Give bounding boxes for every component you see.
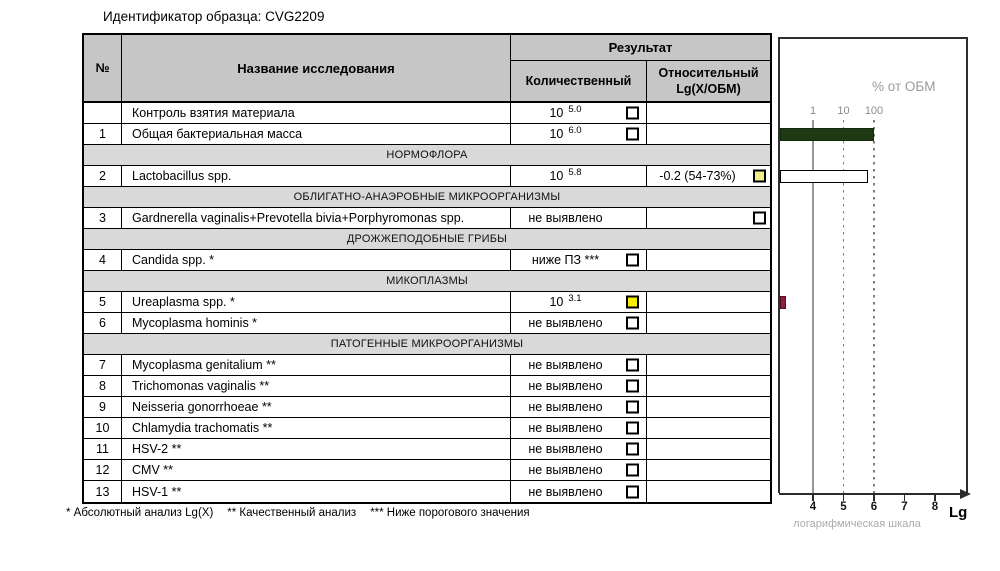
section-label: ПАТОГЕННЫЕ МИКРООРГАНИЗМЫ — [330, 338, 524, 350]
relative-result — [647, 397, 770, 417]
table-row — [84, 313, 770, 334]
relative-result — [647, 418, 770, 438]
section-label: МИКОПЛАЗМЫ — [386, 275, 468, 287]
test-name: Контроль взятия материала — [122, 103, 511, 123]
chart-lg-axis-label: Lg — [949, 504, 968, 521]
quantitative-value: не выявлено — [528, 484, 603, 499]
test-name: Candida spp. * — [122, 250, 511, 270]
column-header-result-group — [511, 35, 770, 101]
test-name: Lactobacillus spp. — [122, 166, 511, 186]
quantitative-value: не выявлено — [528, 442, 603, 456]
chart-bar — [780, 296, 786, 309]
result-checkbox-white[interactable] — [626, 443, 639, 456]
chart-gridline-lg6 — [873, 120, 875, 493]
quantitative-result — [511, 355, 647, 375]
section-label: ОБЛИГАТНО-АНАЭРОБНЫЕ МИКРООРГАНИЗМЫ — [293, 191, 561, 203]
quantitative-result — [511, 313, 647, 333]
quantitative-result — [511, 124, 647, 144]
chart-lg-ticklabel: 8 — [931, 501, 939, 513]
test-name: Ureaplasma spp. * — [122, 292, 511, 312]
row-number: 3 — [84, 208, 122, 228]
sample-identifier: Идентификатор образца: CVG2209 — [103, 9, 325, 24]
quantitative-value: не выявлено — [528, 316, 603, 330]
chart-percent-tick: 1 — [809, 105, 817, 117]
table-section-row — [84, 271, 770, 292]
relative-result — [647, 355, 770, 375]
relative-result — [647, 376, 770, 396]
quantitative-result — [511, 292, 647, 312]
relative-result — [647, 439, 770, 459]
footnote-qualitative-analysis: ** Качественный анализ — [227, 507, 357, 519]
chart-x-axis-arrow-icon — [960, 489, 971, 499]
result-checkbox-white[interactable] — [626, 128, 639, 141]
chart-scale-caption: логарифмическая шкала — [793, 518, 921, 530]
test-name: Chlamydia trachomatis ** — [122, 418, 511, 438]
table-row — [84, 166, 770, 187]
test-name: HSV-1 ** — [122, 481, 511, 502]
quantitative-value: 10 $^{5.0}$ — [549, 104, 582, 120]
result-checkbox-yellow[interactable] — [626, 296, 639, 309]
row-number: 10 — [84, 418, 122, 438]
result-checkbox-white[interactable] — [626, 401, 639, 414]
chart-lg-ticklabel: 5 — [840, 501, 847, 513]
table-row — [84, 355, 770, 376]
table-section-row — [84, 187, 770, 208]
row-number: 5 — [84, 292, 122, 312]
relative-result — [647, 292, 770, 312]
quantitative-value: не выявлено — [528, 421, 603, 435]
column-header-result: Результат — [511, 35, 770, 61]
relative-result — [647, 166, 770, 186]
relative-result — [647, 208, 770, 228]
test-name: CMV ** — [122, 460, 511, 480]
test-name: Mycoplasma genitalium ** — [122, 355, 511, 375]
table-row — [84, 250, 770, 271]
result-checkbox-white[interactable] — [626, 485, 639, 498]
quantitative-result — [511, 250, 647, 270]
chart-lg-ticklabel: 7 — [901, 501, 908, 513]
quantitative-value: не выявлено — [528, 463, 603, 477]
row-number: 6 — [84, 313, 122, 333]
quantitative-value: не выявлено — [528, 211, 603, 225]
relative-result — [647, 103, 770, 123]
quantitative-result — [511, 376, 647, 396]
relative-value: -0.2 (54-73%) — [659, 169, 736, 183]
table-section-row — [84, 145, 770, 166]
row-number: 9 — [84, 397, 122, 417]
quantitative-value: не выявлено — [528, 400, 603, 414]
table-row — [84, 439, 770, 460]
row-number: 12 — [84, 460, 122, 480]
results-table — [82, 33, 772, 504]
table-section-row — [84, 334, 770, 355]
column-header-test-name: Название исследования — [122, 35, 511, 101]
row-number: 1 — [84, 124, 122, 144]
relative-result — [647, 124, 770, 144]
section-label: ДРОЖЖЕПОДОБНЫЕ ГРИБЫ — [346, 233, 508, 245]
table-row — [84, 418, 770, 439]
relative-result — [647, 250, 770, 270]
chart-bar — [780, 128, 874, 141]
table-row — [84, 376, 770, 397]
quantitative-result — [511, 103, 647, 123]
result-checkbox-white[interactable] — [626, 380, 639, 393]
quantitative-result — [511, 418, 647, 438]
row-number: 4 — [84, 250, 122, 270]
result-checkbox-white[interactable] — [626, 359, 639, 372]
column-header-relative: Относительный Lg(X/ОБМ) — [658, 65, 759, 96]
table-row — [84, 481, 770, 502]
result-checkbox-white[interactable] — [626, 317, 639, 330]
row-number: 8 — [84, 376, 122, 396]
column-header-number: № — [84, 35, 122, 101]
relative-result — [647, 313, 770, 333]
row-number: 13 — [84, 481, 122, 502]
chart-bar — [780, 170, 868, 183]
table-section-row — [84, 229, 770, 250]
test-name: Общая бактериальная масса — [122, 124, 511, 144]
section-label: НОРМОФЛОРА — [386, 149, 468, 161]
relative-result — [647, 481, 770, 502]
chart-x-axis — [779, 493, 962, 495]
test-name: Trichomonas vaginalis ** — [122, 376, 511, 396]
test-name: Gardnerella vaginalis+Prevotella bivia+Porphyromonas spp. — [122, 208, 511, 228]
chart-lg-ticklabel: 6 — [870, 501, 878, 513]
quantitative-result — [511, 397, 647, 417]
chart-percent-axis-label: % от ОБМ — [872, 79, 936, 94]
test-name: Neisseria gonorrhoeae ** — [122, 397, 511, 417]
quantitative-result — [511, 166, 647, 186]
chart-lg-ticklabel: 4 — [809, 501, 817, 513]
table-row — [84, 208, 770, 229]
relative-result — [647, 460, 770, 480]
chart-percent-tick: 100 — [864, 105, 884, 117]
result-subheaders — [511, 61, 770, 101]
table-row — [84, 124, 770, 145]
quantitative-value: не выявлено — [528, 358, 603, 372]
result-checkbox-white[interactable] — [626, 107, 639, 120]
table-row — [84, 397, 770, 418]
test-name: Mycoplasma hominis * — [122, 313, 511, 333]
row-number: 2 — [84, 166, 122, 186]
quantitative-result — [511, 208, 647, 228]
row-number — [84, 103, 122, 123]
result-checkbox-white[interactable] — [626, 254, 639, 267]
table-body — [84, 103, 770, 502]
column-header-quantitative: Количественный — [511, 61, 647, 101]
table-row — [84, 103, 770, 124]
result-checkbox-white[interactable] — [626, 464, 639, 477]
table-row — [84, 292, 770, 313]
row-number: 7 — [84, 355, 122, 375]
quantitative-value: 10 $^{5.8}$ — [549, 167, 582, 183]
result-checkbox-paleyellow[interactable] — [753, 170, 766, 183]
quantitative-value: не выявлено — [528, 379, 603, 393]
result-checkbox-white[interactable] — [626, 422, 639, 435]
quantitative-value: ниже ПЗ *** — [531, 253, 600, 267]
table-header — [84, 35, 770, 103]
footnote-below-threshold: *** Ниже порогового значения — [370, 507, 530, 519]
quantitative-value: 10 $^{6.0}$ — [549, 125, 582, 141]
result-checkbox-white[interactable] — [753, 212, 766, 225]
table-row — [84, 460, 770, 481]
quantitative-result — [511, 460, 647, 480]
chart-percent-tick: 10 — [837, 105, 850, 117]
footnotes — [66, 507, 530, 519]
test-name: HSV-2 ** — [122, 439, 511, 459]
quantitative-result — [511, 481, 647, 502]
quantitative-result — [511, 439, 647, 459]
footnote-absolute-analysis: * Абсолютный анализ Lg(X) — [66, 507, 214, 519]
row-number: 11 — [84, 439, 122, 459]
quantitative-value: 10 $^{3.1}$ — [549, 293, 582, 309]
